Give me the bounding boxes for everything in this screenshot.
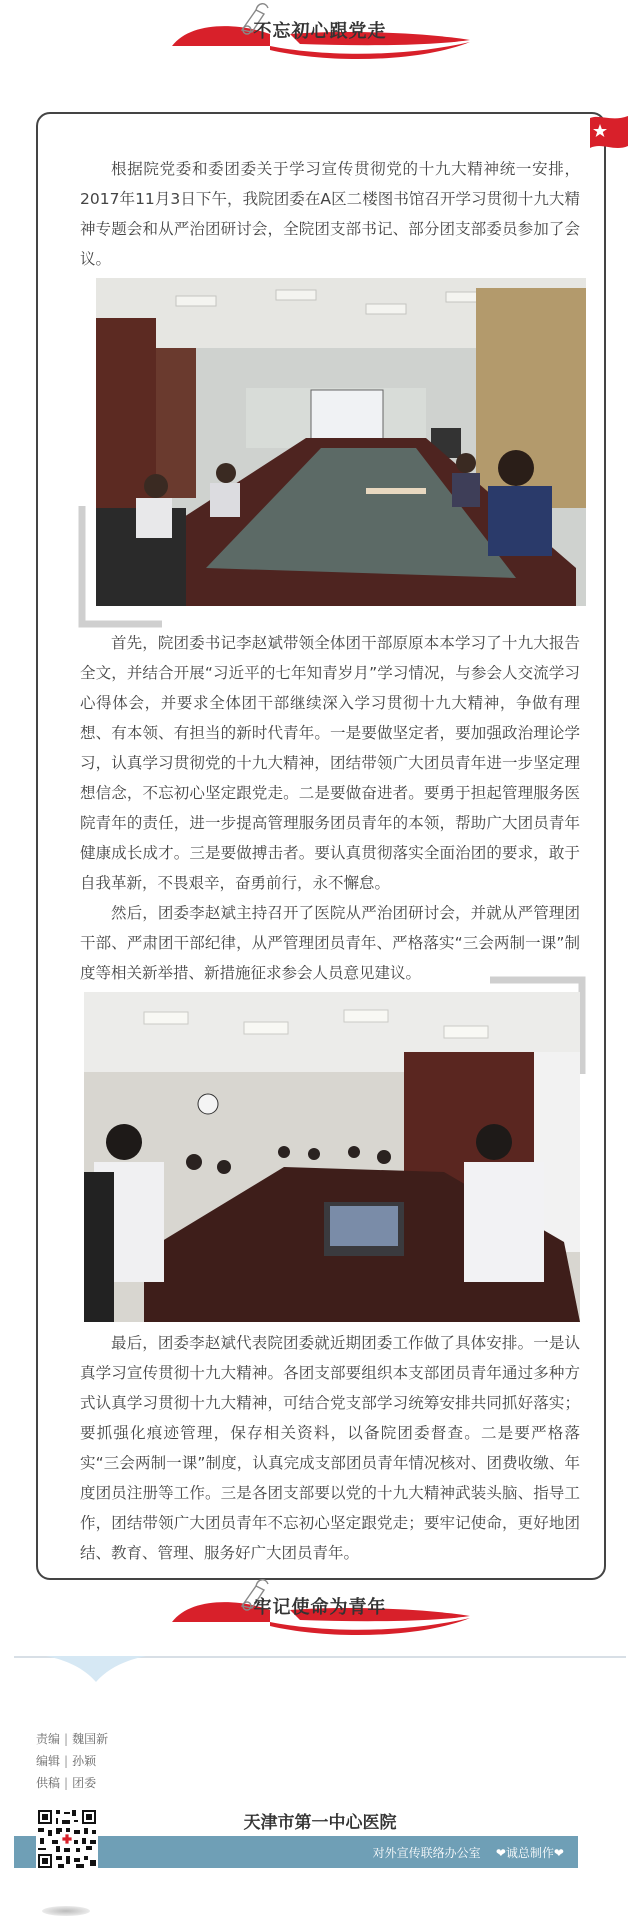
qr-code-icon — [36, 1808, 98, 1870]
article-paragraph-1: 根据院党委和委团委关于学习宣传贯彻党的十九大精神统一安排，2017年11月3日下午，我院团委在A区二楼图书馆召开学习贯彻十九大精神专题会和从严治团研讨会，全院团支部书记、部分团支部委员参加了会议。 — [80, 160, 580, 268]
footer-info-text — [373, 1844, 564, 1861]
footer-banner-title: 牢记使命为青年 — [253, 1597, 387, 1618]
hospital-name: 天津市第一中心医院 — [243, 1813, 397, 1833]
credit-editor: 编辑 | 孙颖 — [36, 1754, 97, 1768]
footer-info-bar — [14, 1836, 578, 1868]
credit-contributor: 供稿 | 团委 — [36, 1776, 97, 1790]
meeting-photo-1 — [96, 278, 586, 606]
shadow-decoration — [42, 1906, 90, 1916]
header-banner — [0, 0, 640, 80]
flag-icon — [586, 112, 632, 154]
meeting-photo-2 — [84, 992, 580, 1322]
header-banner-title: 不忘初心跟党走 — [253, 21, 387, 42]
credit-name: 团委 — [72, 1776, 97, 1790]
corner-bracket-decoration — [78, 506, 164, 630]
made-by: ❤诚总制作❤ — [495, 1846, 564, 1860]
office-name: 对外宣传联络办公室 — [372, 1846, 481, 1860]
footer-banner — [0, 1576, 640, 1656]
credit-role: 供稿 — [36, 1776, 61, 1790]
credit-name: 魏国新 — [72, 1732, 109, 1746]
article-paragraph-3: 然后，团委李赵斌主持召开了医院从严治团研讨会，并就从严管理团干部、严肃团干部纪律，从严管理团员青年、严格落实“三会两制一课”制度等相关新举措、新措施征求参会人员意见建议。 — [80, 904, 580, 982]
credit-role: 编辑 — [36, 1754, 61, 1768]
drop-shape-decoration — [46, 1656, 146, 1686]
article-paragraph-2: 首先，院团委书记李赵斌带领全体团干部原原本本学习了十九大报告全文，并结合开展“习近平的七年知青岁月”学习情况，与参会人交流学习心得体会，并要求全体团干部继续深入学习贯彻十九大精神，争做有理想、有本领、有担当的新时代青年。一是要做坚定者，要加强政治理论学习，认真学习贯彻党的十九大精神，团结带领广大团员青年进一步坚定理想信念，不忘初心坚定跟党走。二是要做奋进者。要勇于担起管理服务医院青年的责任，进一步提高管理服务团员青年的本领，帮助广大团员青年健康成长成才。三是要做搏击者。要认真贯彻落实全面治团的要求，敢于自我革新，不畏艰辛，奋勇前行，永不懈怠。 — [80, 634, 580, 892]
credit-role: 责编 — [36, 1732, 61, 1746]
credit-editor-in-charge: 责编 | 魏国新 — [36, 1732, 109, 1746]
credit-name: 孙颖 — [72, 1754, 97, 1768]
article-paragraph-4: 最后，团委李赵斌代表院团委就近期团委工作做了具体安排。一是认真学习宣传贯彻十九大精神。各团支部要组织本支部团员青年通过多种方式认真学习贯彻十九大精神，可结合党支部学习统筹安排共同抓好落实；要抓强化痕迹管理，保存相关资料，以备院团委督查。二是要严格落实“三会两制一课”制度，认真完成支部团员青年情况核对、团费收缴、年度团员注册等工作。三是各团支部要以党的十九大精神武装头脑、指导工作，团结带领广大团员青年不忘初心坚定跟党走；要牢记使命，更好地团结、教育、管理、服务好广大团员青年。 — [80, 1334, 580, 1562]
